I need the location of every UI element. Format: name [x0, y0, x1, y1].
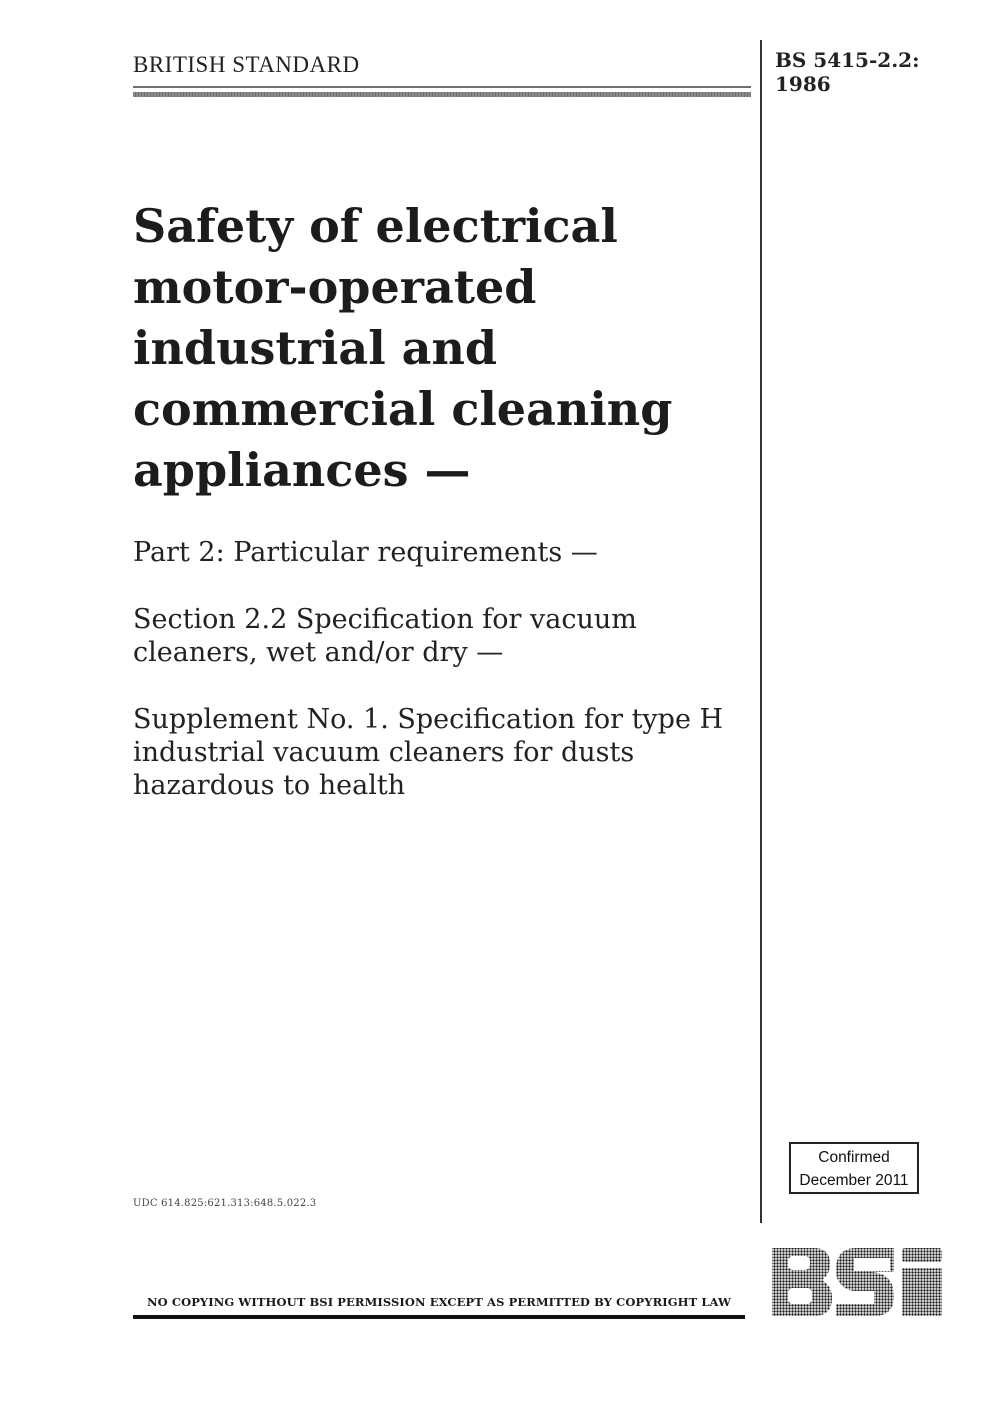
standard-number-code: BS 5415-2.2: [775, 48, 920, 72]
copyright-notice: NO COPYING WITHOUT BSI PERMISSION EXCEPT AS PERMITTED BY COPYRIGHT LAW [146, 1295, 732, 1309]
logo-letter-i-dot [902, 1248, 942, 1262]
title-line: commercial cleaning [133, 382, 673, 436]
bsi-logo [770, 1244, 946, 1320]
confirmed-label: Confirmed [818, 1149, 890, 1166]
header-rule [133, 86, 751, 97]
logo-letter-i-stem [902, 1268, 942, 1316]
document-series-label: BRITISH STANDARD [133, 52, 360, 77]
margin-divider [760, 40, 762, 1223]
header-rule-thick [133, 92, 751, 97]
udc-classification: UDC 614.825:621.313:648.5.022.3 [133, 1198, 317, 1209]
section-subtitle: Section 2.2 Specification for vacuum cleaners, wet and/or dry — [133, 604, 637, 668]
document-title [133, 196, 733, 501]
standard-number-year: 1986 [775, 72, 831, 96]
title-line: industrial and [133, 321, 498, 375]
confirmed-date: December 2011 [799, 1172, 909, 1189]
logo-letter-b [772, 1248, 832, 1316]
part-subtitle: Part 2: Particular requirements — [133, 537, 598, 568]
title-line: appliances — [133, 443, 471, 497]
header-rule-thin [133, 86, 751, 88]
logo-letter-s [836, 1248, 894, 1316]
confirmed-stamp [789, 1142, 919, 1194]
supplement-subtitle: Supplement No. 1. Specification for type H industrial vacuum cleaners for dusts hazardous to health [133, 704, 724, 801]
footer-rule [133, 1315, 745, 1319]
title-line: motor-operated [133, 260, 537, 314]
standard-number [775, 48, 919, 96]
title-line: Safety of electrical [133, 199, 618, 253]
